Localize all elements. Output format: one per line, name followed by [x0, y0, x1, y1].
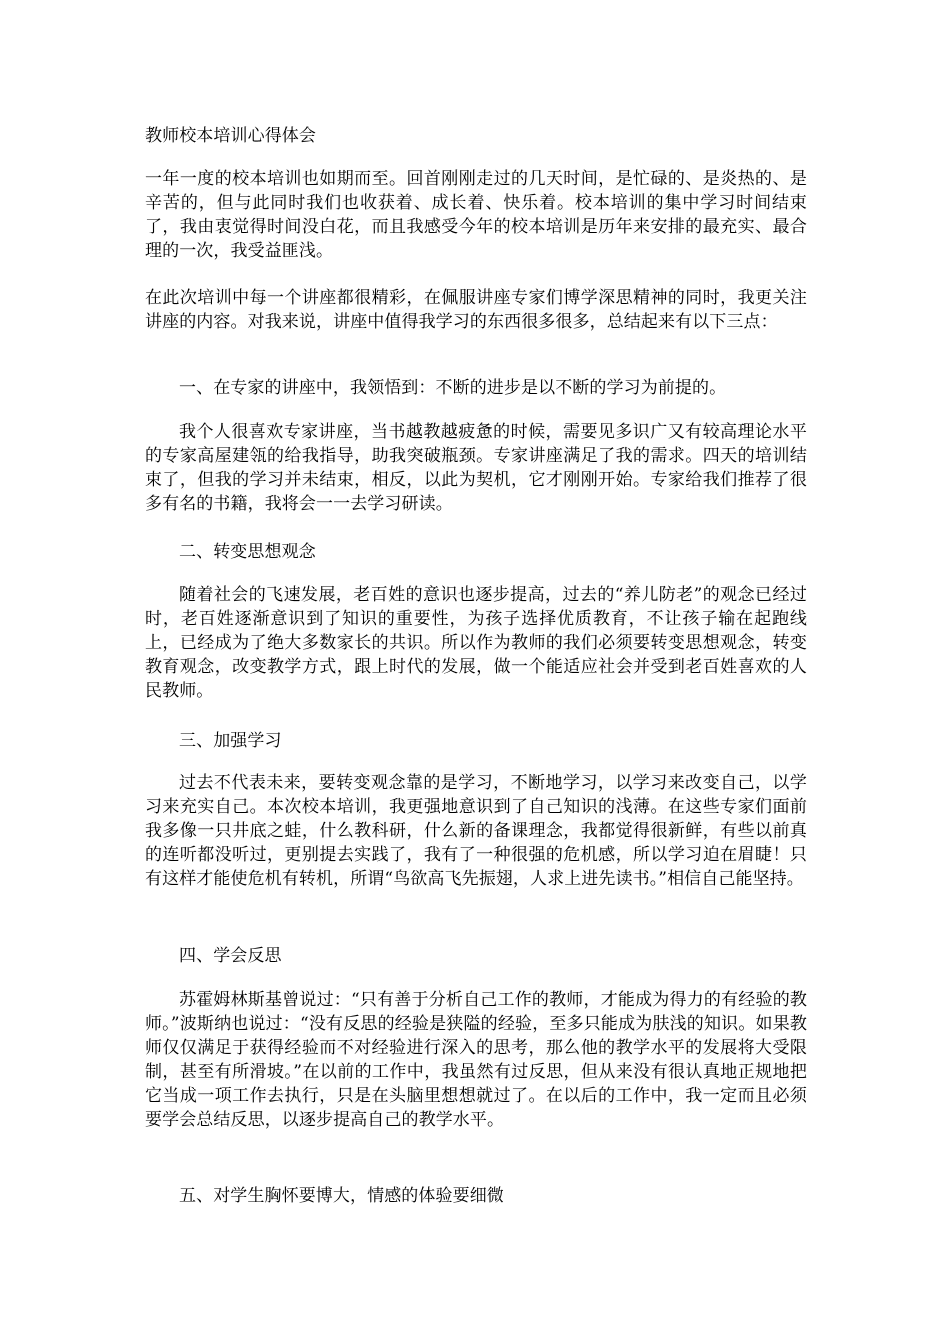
paragraph-intro: 一年一度的校本培训也如期而至。回首刚刚走过的几天时间，是忙碌的、是炎热的、是辛苦的，但与此同时我们也收获着、成长着、快乐着。校本培训的集中学习时间结束了，我由衷觉得时间没白花，而且我感受今年的校本培训是历年来安排的最充实、最合理的一次，我受益匪浅。 — [145, 169, 807, 261]
document-title: 教师校本培训心得体会 — [145, 126, 316, 146]
section-heading-1: 一、在专家的讲座中，我领悟到：不断的进步是以不断的学习为前提的。 — [179, 378, 727, 398]
paragraph-overview: 在此次培训中每一个讲座都很精彩，在佩服讲座专家们博学深思精神的同时，我更关注讲座的内容。对我来说，讲座中值得我学习的东西很多很多，总结起来有以下三点： — [145, 288, 807, 332]
paragraph-section-2: 随着社会的飞速发展，老百姓的意识也逐步提高，过去的“养儿防老”的观念已经过时，老百姓逐渐意识到了知识的重要性，为孩子选择优质教育，不让孩子输在起跑线上，已经成为了绝大多数家长的共识。所以作为教师的我们必须要转变思想观念，转变教育观念，改变教学方式，跟上时代的发展，做一个能适应社会并受到老百姓喜欢的人民教师。 — [145, 585, 807, 701]
section-heading-2: 二、转变思想观念 — [179, 542, 316, 562]
paragraph-section-3: 过去不代表未来，要转变观念靠的是学习，不断地学习，以学习来改变自己，以学习来充实自己。本次校本培训，我更强地意识到了自己知识的浅薄。在这些专家们面前我多像一只井底之蛙，什么教科研，什么新的备课理念，我都觉得很新鲜，有些以前真的连听都没听过，更别提去实践了，我有了一种很强的危机感，所以学习迫在眉睫！只有这样才能使危机有转机，所谓“鸟欲高飞先振翅，人求上进先读书。”相信自己能坚持。 — [145, 773, 807, 889]
paragraph-section-1: 我个人很喜欢专家讲座，当书越教越疲惫的时候，需要见多识广又有较高理论水平的专家高屋建瓴的给我指导，助我突破瓶颈。专家讲座满足了我的需求。四天的培训结束了，但我的学习并未结束，相反，以此为契机，它才刚刚开始。专家给我们推荐了很多有名的书籍，我将会一一去学习研读。 — [145, 422, 807, 514]
section-heading-4: 四、学会反思 — [179, 946, 282, 966]
section-heading-3: 三、加强学习 — [179, 731, 282, 751]
section-heading-5: 五、对学生胸怀要博大，情感的体验要细微 — [179, 1186, 504, 1206]
paragraph-section-4: 苏霍姆林斯基曾说过：“只有善于分析自己工作的教师，才能成为得力的有经验的教师。”波斯纳也说过：“没有反思的经验是狭隘的经验，至多只能成为肤浅的知识。如果教师仅仅满足于获得经验而不对经验进行深入的思考，那么他的教学水平的发展将大受限制，甚至有所滑坡。”在以前的工作中，我虽然有过反思，但从来没有很认真地正规地把它当成一项工作去执行，只是在头脑里想想就过了。在以后的工作中，我一定而且必须要学会总结反思，以逐步提高自己的教学水平。 — [145, 990, 807, 1130]
